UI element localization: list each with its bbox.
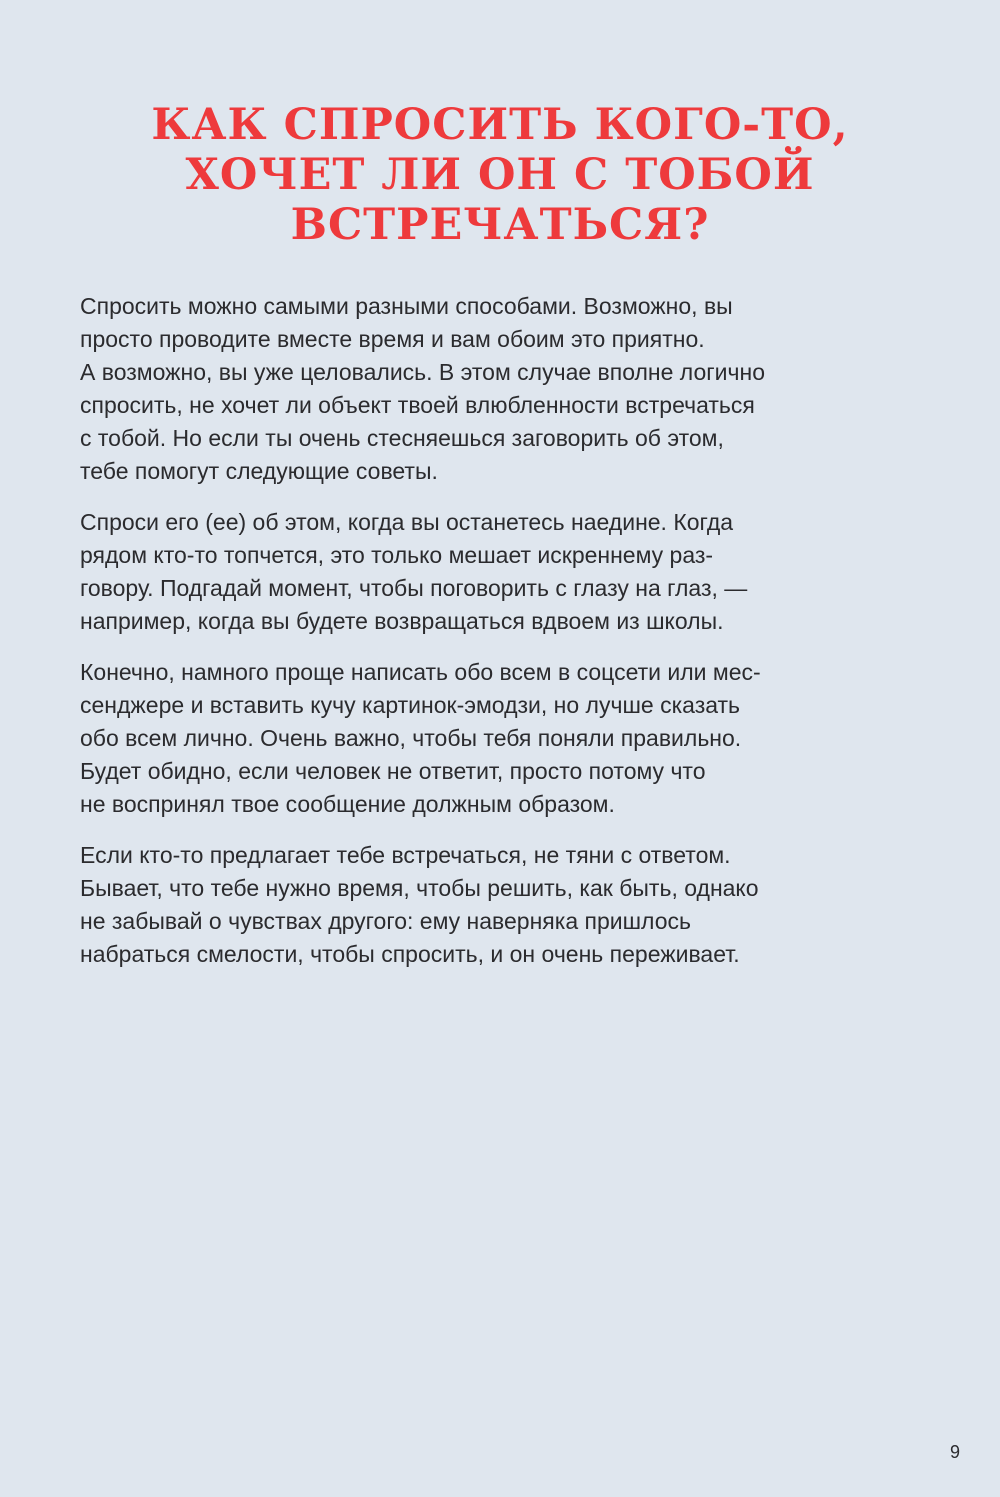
text-line: Бывает, что тебе нужно время, чтобы решить, как быть, однако <box>80 875 759 901</box>
text-line: сенджере и вставить кучу картинок-эмодзи, но лучше сказать <box>80 692 741 718</box>
text-line: набраться смелости, чтобы спросить, и он очень переживает. <box>80 941 740 967</box>
text-line: Спросить можно самыми разными способами. Возможно, вы <box>80 293 733 319</box>
text-line: Будет обидно, если человек не ответит, просто потому что <box>80 758 706 784</box>
title-line: ХОЧЕТ ЛИ ОН С ТОБОЙ <box>185 150 815 200</box>
paragraph <box>80 290 900 488</box>
paragraph <box>80 656 900 821</box>
body-text <box>80 290 900 989</box>
text-line: не воспринял твое сообщение должным образом. <box>80 791 615 817</box>
text-line: А возможно, вы уже целовались. В этом случае вполне логично <box>80 359 765 385</box>
title-line: ВСТРЕЧАТЬСЯ? <box>290 200 710 250</box>
paragraph <box>80 506 900 638</box>
text-line: тебе помогут следующие советы. <box>80 458 438 484</box>
text-line: например, когда вы будете возвращаться вдвоем из школы. <box>80 608 724 634</box>
text-line: Спроси его (ее) об этом, когда вы останетесь наедине. Когда <box>80 509 734 535</box>
page-number: 9 <box>949 1442 960 1462</box>
page-title <box>60 100 940 250</box>
text-line: Конечно, намного проще написать обо всем в соцсети или мес- <box>80 659 761 685</box>
title-line: КАК СПРОСИТЬ КОГО-ТО, <box>151 100 849 150</box>
text-line: Если кто-то предлагает тебе встречаться, не тяни с ответом. <box>80 842 731 868</box>
text-line: не забывай о чувствах другого: ему наверняка пришлось <box>80 908 691 934</box>
text-line: спросить, не хочет ли объект твоей влюбленности встречаться <box>80 392 755 418</box>
text-line: с тобой. Но если ты очень стесняешься заговорить об этом, <box>80 425 724 451</box>
paragraph <box>80 839 900 971</box>
text-line: обо всем лично. Очень важно, чтобы тебя поняли правильно. <box>80 725 742 751</box>
text-line: говору. Подгадай момент, чтобы поговорить с глазу на глаз, — <box>80 575 748 601</box>
text-line: рядом кто-то топчется, это только мешает искреннему раз- <box>80 542 714 568</box>
text-line: просто проводите вместе время и вам обоим это приятно. <box>80 326 705 352</box>
